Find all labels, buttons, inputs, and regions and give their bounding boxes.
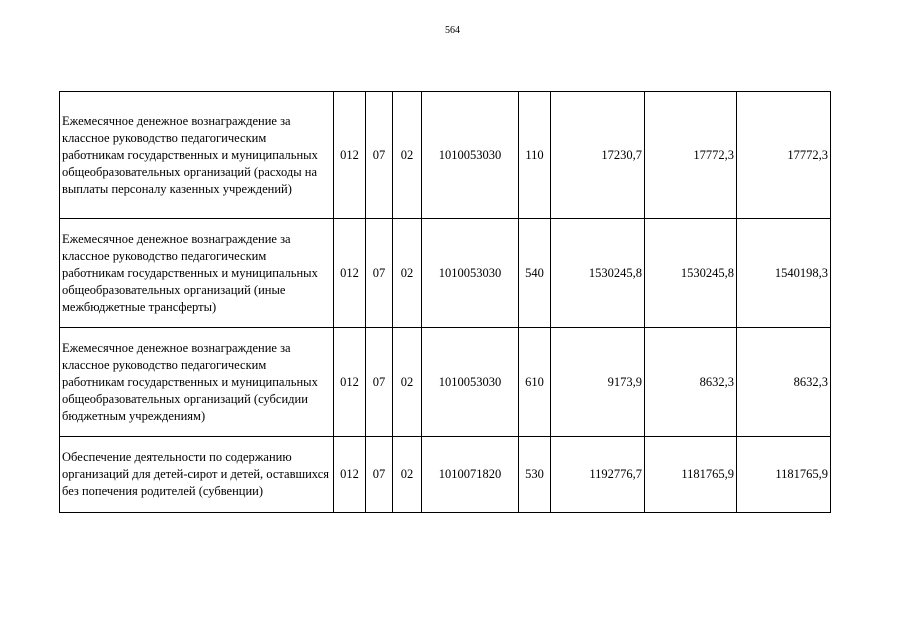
subsection-cell: 02 (393, 92, 422, 219)
section-cell: 07 (366, 219, 393, 328)
target-article-cell: 1010053030 (422, 219, 519, 328)
section-cell: 07 (366, 92, 393, 219)
row-name-cell: Ежемесячное денежное вознаграждение за классное руководство педагогическим работникам государственных и муниципальных общеобразовательных организаций (иные межбюджетные трансферты) (60, 219, 334, 328)
row-name-cell: Ежемесячное денежное вознаграждение за классное руководство педагогическим работникам государственных и муниципальных общеобразовательных организаций (субсидии бюджетным учреждениям) (60, 328, 334, 437)
table-row (60, 437, 831, 513)
expense-type-cell: 530 (519, 437, 551, 513)
subsection-cell: 02 (393, 328, 422, 437)
sum-year2-cell: 1530245,8 (645, 219, 737, 328)
budget-table (59, 91, 831, 513)
ministry-code-cell: 012 (334, 328, 366, 437)
sum-year1-cell: 9173,9 (551, 328, 645, 437)
sum-year2-cell: 1181765,9 (645, 437, 737, 513)
sum-year3-cell: 17772,3 (737, 92, 831, 219)
table-row (60, 219, 831, 328)
sum-year1-cell: 17230,7 (551, 92, 645, 219)
sum-year2-cell: 8632,3 (645, 328, 737, 437)
ministry-code-cell: 012 (334, 437, 366, 513)
page-number: 564 (445, 25, 460, 36)
sum-year1-cell: 1530245,8 (551, 219, 645, 328)
expense-type-cell: 610 (519, 328, 551, 437)
sum-year1-cell: 1192776,7 (551, 437, 645, 513)
target-article-cell: 1010053030 (422, 92, 519, 219)
expense-type-cell: 110 (519, 92, 551, 219)
target-article-cell: 1010053030 (422, 328, 519, 437)
sum-year3-cell: 1540198,3 (737, 219, 831, 328)
sum-year3-cell: 8632,3 (737, 328, 831, 437)
section-cell: 07 (366, 437, 393, 513)
row-name-cell: Ежемесячное денежное вознаграждение за классное руководство педагогическим работникам государственных и муниципальных общеобразовательных организаций (расходы на выплаты персоналу казенных учреждений) (60, 92, 334, 219)
ministry-code-cell: 012 (334, 219, 366, 328)
table-row (60, 328, 831, 437)
subsection-cell: 02 (393, 437, 422, 513)
sum-year3-cell: 1181765,9 (737, 437, 831, 513)
expense-type-cell: 540 (519, 219, 551, 328)
target-article-cell: 1010071820 (422, 437, 519, 513)
section-cell: 07 (366, 328, 393, 437)
sum-year2-cell: 17772,3 (645, 92, 737, 219)
ministry-code-cell: 012 (334, 92, 366, 219)
row-name-cell: Обеспечение деятельности по содержанию организаций для детей-сирот и детей, оставшихся без попечения родителей (субвенции) (60, 437, 334, 513)
subsection-cell: 02 (393, 219, 422, 328)
table-row (60, 92, 831, 219)
